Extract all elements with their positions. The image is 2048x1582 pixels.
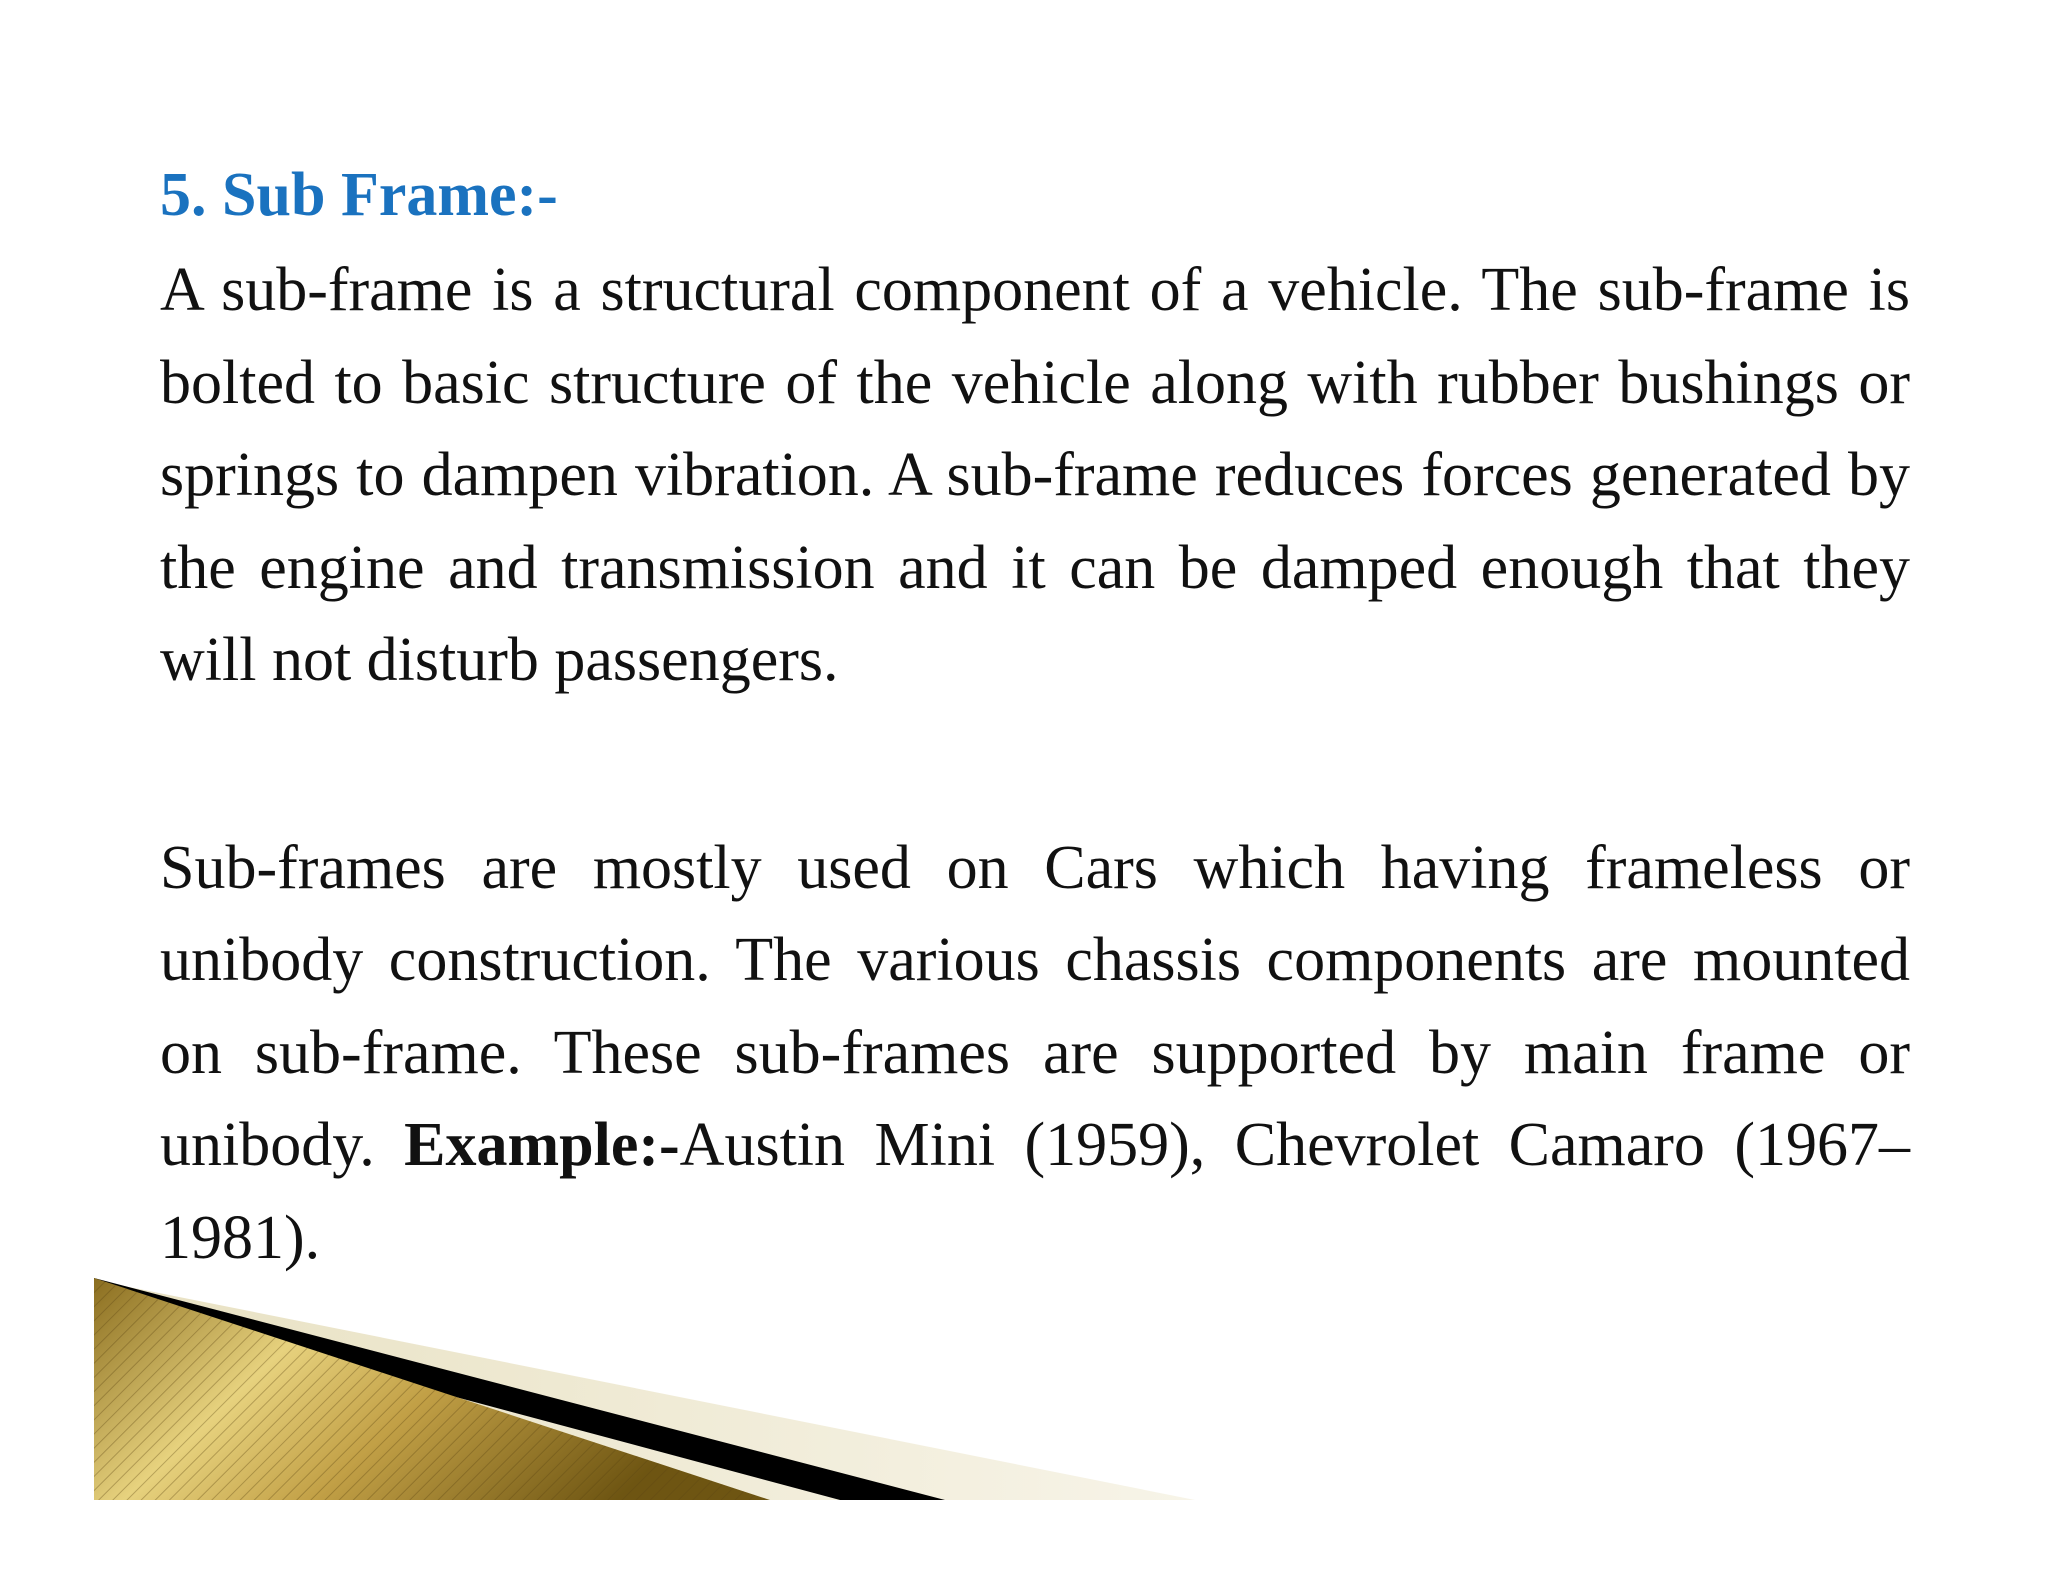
slide-heading: 5. Sub Frame:- xyxy=(160,161,558,229)
slide-content xyxy=(160,150,1910,1284)
example-label: Example:- xyxy=(404,1111,680,1179)
paragraph-sub-frame-definition: A sub-frame is a structural component of a vehicle. The sub-frame is bolted to basic structure of the vehicle along with rubber bushings or springs to dampen vibration. A sub-frame reduces forces generated by the engine and transmission and it can be damped enough that they will not disturb passengers. xyxy=(160,256,1910,694)
example-text: Austin Mini (1959), Chevrolet Camaro (1967–1981). xyxy=(160,1111,1910,1272)
paragraph-sub-frame-usage xyxy=(160,822,1910,1285)
paragraph-usage-intro: Sub-frames are mostly used on Cars which having frameless or unibody construction. The various chassis components are mounted on sub-frame. These sub-frames are supported by main frame or unibody. xyxy=(160,833,1910,1179)
